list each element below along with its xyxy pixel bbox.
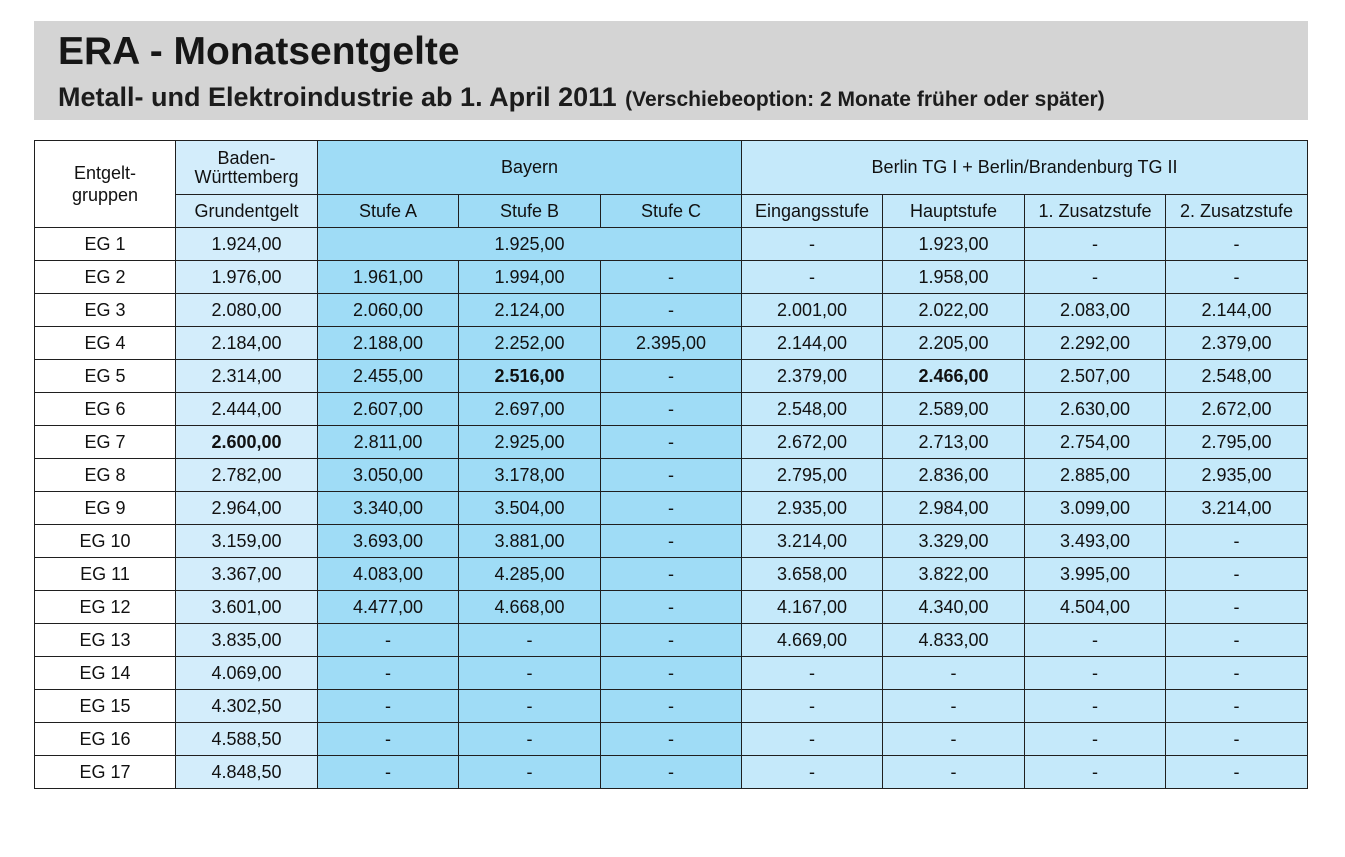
- cell-entgeltgruppe: EG 3: [35, 294, 176, 327]
- subheader-stufe-a: Stufe A: [318, 195, 459, 228]
- cell-stufe-b: -: [459, 624, 601, 657]
- cell-stufe-c: -: [601, 756, 742, 789]
- cell-bayern-merged: 1.925,00: [318, 228, 742, 261]
- cell-eingangsstufe: 2.935,00: [742, 492, 883, 525]
- cell-stufe-a: 2.060,00: [318, 294, 459, 327]
- table-row: [35, 228, 1308, 261]
- cell-hauptstufe: -: [883, 756, 1025, 789]
- cell-stufe-a: -: [318, 723, 459, 756]
- table-row: [35, 525, 1308, 558]
- cell-stufe-a: 2.455,00: [318, 360, 459, 393]
- table-row: [35, 426, 1308, 459]
- cell-entgeltgruppe: EG 8: [35, 459, 176, 492]
- cell-1-zusatzstufe: -: [1025, 228, 1166, 261]
- cell-1-zusatzstufe: -: [1025, 756, 1166, 789]
- cell-stufe-c: -: [601, 525, 742, 558]
- cell-eingangsstufe: 4.669,00: [742, 624, 883, 657]
- cell-entgeltgruppe: EG 13: [35, 624, 176, 657]
- table-row: [35, 327, 1308, 360]
- document-header: [34, 21, 1308, 120]
- cell-stufe-a: -: [318, 756, 459, 789]
- shift-option-note: (Verschiebeoption: 2 Monate früher oder später): [625, 88, 1105, 111]
- cell-stufe-a: -: [318, 657, 459, 690]
- cell-2-zusatzstufe: -: [1166, 228, 1308, 261]
- cell-2-zusatzstufe: -: [1166, 690, 1308, 723]
- subheader-grundentgelt: Grundentgelt: [176, 195, 318, 228]
- region-header-bw-line1: Baden-: [217, 147, 276, 168]
- cell-stufe-c: -: [601, 294, 742, 327]
- cell-grundentgelt: 2.964,00: [176, 492, 318, 525]
- cell-stufe-c: -: [601, 426, 742, 459]
- cell-stufe-b: -: [459, 690, 601, 723]
- cell-stufe-a: 4.083,00: [318, 558, 459, 591]
- region-header-baden-wuerttemberg: [176, 141, 318, 195]
- cell-eingangsstufe: 3.658,00: [742, 558, 883, 591]
- cell-2-zusatzstufe: -: [1166, 624, 1308, 657]
- subheader-1-zusatzstufe: 1. Zusatzstufe: [1025, 195, 1166, 228]
- cell-1-zusatzstufe: 2.292,00: [1025, 327, 1166, 360]
- cell-entgeltgruppe: EG 15: [35, 690, 176, 723]
- cell-entgeltgruppe: EG 4: [35, 327, 176, 360]
- table-row: [35, 690, 1308, 723]
- header-row-regions: [35, 141, 1308, 195]
- subheader-stufe-c: Stufe C: [601, 195, 742, 228]
- region-header-berlin-brandenburg: Berlin TG I + Berlin/Brandenburg TG II: [742, 141, 1308, 195]
- cell-1-zusatzstufe: -: [1025, 723, 1166, 756]
- cell-1-zusatzstufe: -: [1025, 690, 1166, 723]
- cell-grundentgelt: 1.924,00: [176, 228, 318, 261]
- cell-stufe-b: 3.881,00: [459, 525, 601, 558]
- table-row: [35, 558, 1308, 591]
- cell-hauptstufe: 2.589,00: [883, 393, 1025, 426]
- cell-eingangsstufe: 2.672,00: [742, 426, 883, 459]
- page-title: ERA - Monatsentgelte: [58, 30, 460, 73]
- cell-2-zusatzstufe: 3.214,00: [1166, 492, 1308, 525]
- cell-eingangsstufe: -: [742, 690, 883, 723]
- cell-entgeltgruppe: EG 7: [35, 426, 176, 459]
- cell-hauptstufe: -: [883, 723, 1025, 756]
- cell-stufe-b: -: [459, 756, 601, 789]
- cell-grundentgelt: 1.976,00: [176, 261, 318, 294]
- cell-grundentgelt: 3.601,00: [176, 591, 318, 624]
- cell-stufe-c: -: [601, 657, 742, 690]
- table-row: [35, 624, 1308, 657]
- cell-stufe-b: 2.925,00: [459, 426, 601, 459]
- cell-eingangsstufe: 4.167,00: [742, 591, 883, 624]
- cell-stufe-b: -: [459, 723, 601, 756]
- cell-stufe-a: 1.961,00: [318, 261, 459, 294]
- cell-stufe-c: -: [601, 591, 742, 624]
- cell-grundentgelt: 2.782,00: [176, 459, 318, 492]
- column-header-entgeltgruppen: [35, 141, 176, 228]
- cell-hauptstufe: -: [883, 690, 1025, 723]
- cell-1-zusatzstufe: 3.493,00: [1025, 525, 1166, 558]
- cell-2-zusatzstufe: -: [1166, 525, 1308, 558]
- cell-1-zusatzstufe: 3.995,00: [1025, 558, 1166, 591]
- cell-hauptstufe: 4.340,00: [883, 591, 1025, 624]
- cell-stufe-b: 4.668,00: [459, 591, 601, 624]
- table-row: [35, 492, 1308, 525]
- cell-eingangsstufe: 2.144,00: [742, 327, 883, 360]
- cell-eingangsstufe: 3.214,00: [742, 525, 883, 558]
- cell-eingangsstufe: -: [742, 228, 883, 261]
- cell-entgeltgruppe: EG 10: [35, 525, 176, 558]
- table-row: [35, 756, 1308, 789]
- column-header-entgeltgruppen-line1: Entgelt-: [73, 162, 137, 183]
- subheader-stufe-b: Stufe B: [459, 195, 601, 228]
- cell-hauptstufe: 2.205,00: [883, 327, 1025, 360]
- cell-2-zusatzstufe: -: [1166, 261, 1308, 294]
- cell-stufe-a: 2.811,00: [318, 426, 459, 459]
- cell-stufe-c: -: [601, 558, 742, 591]
- cell-entgeltgruppe: EG 14: [35, 657, 176, 690]
- header-row-levels: [35, 195, 1308, 228]
- cell-stufe-c: -: [601, 261, 742, 294]
- cell-hauptstufe: 3.329,00: [883, 525, 1025, 558]
- region-header-bayern: Bayern: [318, 141, 742, 195]
- cell-grundentgelt: 4.848,50: [176, 756, 318, 789]
- cell-hauptstufe: 2.466,00: [883, 360, 1025, 393]
- cell-stufe-a: 2.607,00: [318, 393, 459, 426]
- cell-1-zusatzstufe: 2.083,00: [1025, 294, 1166, 327]
- cell-hauptstufe: 3.822,00: [883, 558, 1025, 591]
- cell-eingangsstufe: 2.548,00: [742, 393, 883, 426]
- cell-grundentgelt: 3.367,00: [176, 558, 318, 591]
- table-row: [35, 393, 1308, 426]
- cell-entgeltgruppe: EG 9: [35, 492, 176, 525]
- cell-1-zusatzstufe: 2.507,00: [1025, 360, 1166, 393]
- cell-2-zusatzstufe: 2.379,00: [1166, 327, 1308, 360]
- cell-grundentgelt: 2.184,00: [176, 327, 318, 360]
- cell-grundentgelt: 2.080,00: [176, 294, 318, 327]
- cell-eingangsstufe: -: [742, 723, 883, 756]
- cell-2-zusatzstufe: 2.672,00: [1166, 393, 1308, 426]
- cell-hauptstufe: 2.984,00: [883, 492, 1025, 525]
- cell-eingangsstufe: 2.795,00: [742, 459, 883, 492]
- cell-grundentgelt: 2.444,00: [176, 393, 318, 426]
- cell-stufe-c: 2.395,00: [601, 327, 742, 360]
- cell-eingangsstufe: -: [742, 756, 883, 789]
- cell-2-zusatzstufe: -: [1166, 657, 1308, 690]
- cell-eingangsstufe: -: [742, 261, 883, 294]
- cell-entgeltgruppe: EG 5: [35, 360, 176, 393]
- cell-1-zusatzstufe: -: [1025, 624, 1166, 657]
- cell-hauptstufe: 4.833,00: [883, 624, 1025, 657]
- cell-1-zusatzstufe: 4.504,00: [1025, 591, 1166, 624]
- cell-stufe-b: 3.178,00: [459, 459, 601, 492]
- cell-2-zusatzstufe: 2.935,00: [1166, 459, 1308, 492]
- cell-stufe-a: -: [318, 624, 459, 657]
- table-row: [35, 591, 1308, 624]
- cell-grundentgelt: 4.588,50: [176, 723, 318, 756]
- cell-stufe-c: -: [601, 723, 742, 756]
- cell-hauptstufe: 1.923,00: [883, 228, 1025, 261]
- cell-stufe-b: 4.285,00: [459, 558, 601, 591]
- cell-hauptstufe: 2.022,00: [883, 294, 1025, 327]
- cell-stufe-b: 3.504,00: [459, 492, 601, 525]
- cell-stufe-c: -: [601, 690, 742, 723]
- cell-2-zusatzstufe: -: [1166, 723, 1308, 756]
- cell-grundentgelt: 4.069,00: [176, 657, 318, 690]
- cell-stufe-c: -: [601, 492, 742, 525]
- subheader-2-zusatzstufe: 2. Zusatzstufe: [1166, 195, 1308, 228]
- region-header-bw-line2: Württemberg: [194, 166, 299, 187]
- cell-stufe-c: -: [601, 393, 742, 426]
- cell-grundentgelt: 2.314,00: [176, 360, 318, 393]
- cell-2-zusatzstufe: 2.144,00: [1166, 294, 1308, 327]
- cell-stufe-b: 2.124,00: [459, 294, 601, 327]
- cell-grundentgelt: 3.159,00: [176, 525, 318, 558]
- cell-stufe-a: 4.477,00: [318, 591, 459, 624]
- cell-1-zusatzstufe: 3.099,00: [1025, 492, 1166, 525]
- cell-stufe-b: 2.516,00: [459, 360, 601, 393]
- cell-1-zusatzstufe: 2.885,00: [1025, 459, 1166, 492]
- cell-stufe-b: 2.252,00: [459, 327, 601, 360]
- subtitle-line: [58, 84, 1105, 111]
- cell-2-zusatzstufe: -: [1166, 756, 1308, 789]
- cell-eingangsstufe: 2.379,00: [742, 360, 883, 393]
- cell-grundentgelt: 3.835,00: [176, 624, 318, 657]
- cell-1-zusatzstufe: 2.754,00: [1025, 426, 1166, 459]
- table-row: [35, 459, 1308, 492]
- cell-stufe-c: -: [601, 360, 742, 393]
- cell-entgeltgruppe: EG 16: [35, 723, 176, 756]
- cell-hauptstufe: 1.958,00: [883, 261, 1025, 294]
- table-row: [35, 657, 1308, 690]
- cell-stufe-a: 3.050,00: [318, 459, 459, 492]
- cell-entgeltgruppe: EG 17: [35, 756, 176, 789]
- cell-2-zusatzstufe: -: [1166, 558, 1308, 591]
- column-header-entgeltgruppen-line2: gruppen: [71, 185, 139, 205]
- cell-entgeltgruppe: EG 2: [35, 261, 176, 294]
- cell-stufe-c: -: [601, 459, 742, 492]
- cell-1-zusatzstufe: -: [1025, 657, 1166, 690]
- cell-eingangsstufe: 2.001,00: [742, 294, 883, 327]
- cell-stufe-b: -: [459, 657, 601, 690]
- cell-2-zusatzstufe: 2.795,00: [1166, 426, 1308, 459]
- subheader-eingangsstufe: Eingangsstufe: [742, 195, 883, 228]
- table-row: [35, 294, 1308, 327]
- cell-entgeltgruppe: EG 6: [35, 393, 176, 426]
- salary-table: [34, 140, 1308, 789]
- cell-2-zusatzstufe: -: [1166, 591, 1308, 624]
- cell-grundentgelt: 4.302,50: [176, 690, 318, 723]
- cell-2-zusatzstufe: 2.548,00: [1166, 360, 1308, 393]
- cell-eingangsstufe: -: [742, 657, 883, 690]
- cell-stufe-a: 3.693,00: [318, 525, 459, 558]
- table-row: [35, 261, 1308, 294]
- cell-stufe-a: 3.340,00: [318, 492, 459, 525]
- cell-hauptstufe: 2.713,00: [883, 426, 1025, 459]
- cell-stufe-c: -: [601, 624, 742, 657]
- cell-1-zusatzstufe: -: [1025, 261, 1166, 294]
- cell-entgeltgruppe: EG 12: [35, 591, 176, 624]
- cell-entgeltgruppe: EG 1: [35, 228, 176, 261]
- cell-stufe-a: -: [318, 690, 459, 723]
- cell-stufe-b: 1.994,00: [459, 261, 601, 294]
- cell-hauptstufe: 2.836,00: [883, 459, 1025, 492]
- table-row: [35, 723, 1308, 756]
- table-row: [35, 360, 1308, 393]
- cell-1-zusatzstufe: 2.630,00: [1025, 393, 1166, 426]
- cell-hauptstufe: -: [883, 657, 1025, 690]
- subheader-hauptstufe: Hauptstufe: [883, 195, 1025, 228]
- cell-entgeltgruppe: EG 11: [35, 558, 176, 591]
- cell-stufe-a: 2.188,00: [318, 327, 459, 360]
- page-subtitle: Metall- und Elektroindustrie ab 1. April 2011: [58, 82, 617, 112]
- cell-stufe-b: 2.697,00: [459, 393, 601, 426]
- cell-grundentgelt: 2.600,00: [176, 426, 318, 459]
